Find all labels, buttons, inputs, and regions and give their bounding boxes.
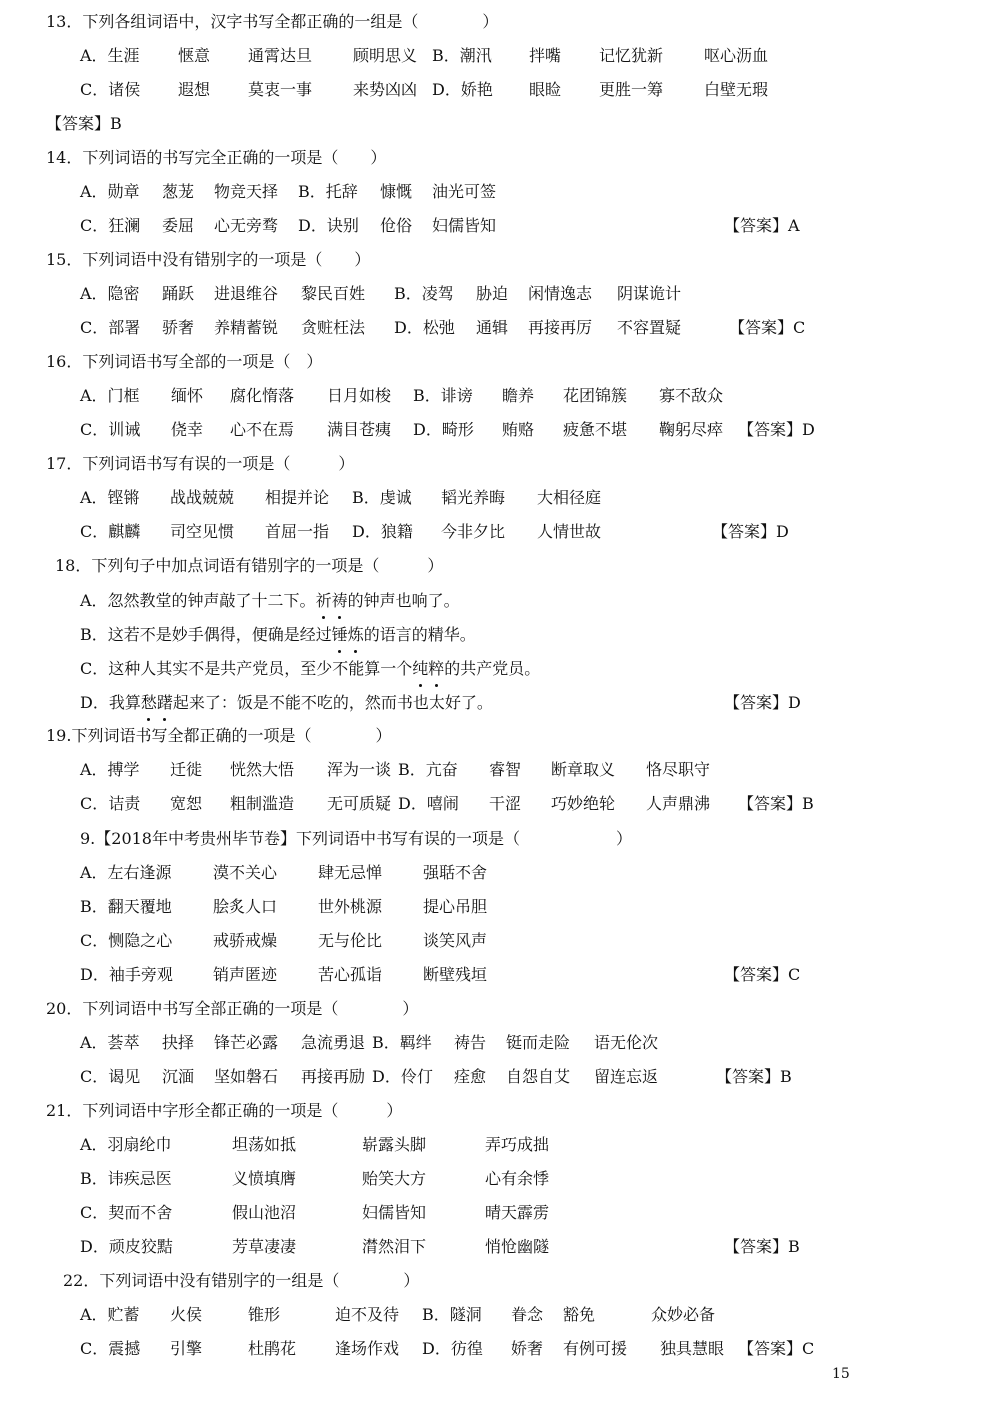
text-segment: 来势凶凶 [353, 80, 418, 99]
emphasized-word [141, 693, 173, 712]
text-segment: D．顽皮狡黠 [80, 1237, 173, 1256]
sentence-text: 起来了：饭是不能不吃的，然而书也太好了。 [172, 693, 493, 712]
text-segment: 日月如梭 [327, 386, 392, 405]
text-segment: 13．下列各组词语中，汉字书写全都正确的一组是（ ） [46, 12, 499, 31]
text-segment: 提心吊胆 [423, 897, 488, 916]
text-segment: 贿赂 [502, 420, 535, 439]
text-segment: 销声匿迹 [213, 965, 278, 984]
text-segment: 踊跃 [162, 284, 195, 303]
text-segment: 迫不及待 [335, 1305, 400, 1324]
text-segment: 瞻养 [502, 386, 535, 405]
text-segment: 15．下列词语中没有错别字的一项是（ ） [46, 250, 371, 269]
text-segment: 自怨自艾 [506, 1067, 571, 1086]
text-segment: B．托辞 [298, 182, 358, 201]
dotted-char: 纯 [412, 654, 428, 684]
text-segment: B．潮汛 [432, 46, 492, 65]
dotted-char: 祷 [332, 586, 348, 616]
dotted-char: 炼 [348, 620, 364, 650]
text-segment: 贻笑大方 [362, 1169, 427, 1188]
text-segment: 16．下列词语书写全部的一项是（ ） [46, 352, 323, 371]
text-segment: 坚如磐石 [214, 1067, 279, 1086]
text-segment: 迁徙 [170, 760, 203, 779]
text-segment: 14．下列词语的书写完全正确的一项是（ ） [46, 148, 387, 167]
text-segment: D．伶仃 [372, 1067, 433, 1086]
text-segment: 黎民百姓 [301, 284, 366, 303]
text-segment: A．荟萃 [80, 1033, 140, 1052]
text-segment: 巧妙绝轮 [551, 794, 616, 813]
text-segment: 22．下列词语中没有错别字的一组是（ ） [63, 1271, 420, 1290]
answer-label: 【答案】C [738, 1339, 815, 1358]
text-segment: 慷慨 [380, 182, 413, 201]
text-segment: D．诀别 [298, 216, 359, 235]
text-segment: 司空见惯 [170, 522, 235, 541]
text-segment: B．凌驾 [394, 284, 454, 303]
text-segment: 肆无忌惮 [318, 863, 383, 882]
text-segment: 假山池沼 [232, 1203, 297, 1222]
text-segment: 战战兢兢 [170, 488, 235, 507]
text-segment: 火侯 [170, 1305, 203, 1324]
text-segment: A．勋章 [80, 182, 140, 201]
text-segment: D．娇艳 [432, 80, 493, 99]
text-segment: 粗制滥造 [230, 794, 295, 813]
dotted-char: 躇 [157, 688, 173, 718]
text-segment: 锋芒必露 [214, 1033, 279, 1052]
text-segment: 引擎 [170, 1339, 203, 1358]
text-segment: 疲惫不堪 [563, 420, 628, 439]
text-segment: 急流勇退 [301, 1033, 366, 1052]
text-segment: 妇儒皆知 [432, 216, 497, 235]
text-segment: 崭露头脚 [362, 1135, 427, 1154]
text-segment: 伧俗 [380, 216, 413, 235]
text-segment: 世外桃源 [318, 897, 383, 916]
text-segment: 惬意 [178, 46, 211, 65]
sentence-text: B．这若不是妙手偶得，便确是经过 [80, 625, 332, 644]
text-segment: 今非夕比 [441, 522, 506, 541]
text-segment: 鞠躬尽瘁 [659, 420, 724, 439]
sentence-text: A．忽然教堂的钟声敲了十二下。 [80, 591, 316, 610]
text-segment: 骄奢 [162, 318, 195, 337]
text-segment: 无与伦比 [318, 931, 383, 950]
text-segment: 杜鹃花 [248, 1339, 297, 1358]
text-segment: 强聒不舍 [423, 863, 488, 882]
text-segment: 腐化惰落 [230, 386, 295, 405]
text-segment: D．袖手旁观 [80, 965, 173, 984]
text-segment: 人声鼎沸 [646, 794, 711, 813]
text-segment: 留连忘返 [594, 1067, 659, 1086]
text-segment: 断壁残垣 [423, 965, 488, 984]
text-segment: 闲情逸志 [528, 284, 593, 303]
text-segment: 沉湎 [162, 1067, 195, 1086]
text-segment: 花团锦簇 [563, 386, 628, 405]
text-segment: 晴天霹雳 [485, 1203, 550, 1222]
text-segment: 脍炙人口 [213, 897, 278, 916]
text-segment: 睿智 [489, 760, 522, 779]
sentence-text: 的钟声也响了。 [347, 591, 460, 610]
text-segment: B．翻天覆地 [80, 897, 172, 916]
text-segment: 20．下列词语中书写全部正确的一项是（ ） [46, 999, 419, 1018]
text-segment: 眼睑 [529, 80, 562, 99]
sentence-text: C．这种人其实不是共产党员，至少不能算一个 [80, 659, 413, 678]
text-segment: 记忆犹新 [599, 46, 664, 65]
dotted-char: 愁 [141, 688, 157, 718]
text-segment: D．松弛 [394, 318, 455, 337]
option-sentence [80, 620, 476, 650]
text-segment: B．讳疾忌医 [80, 1169, 172, 1188]
answer-label: 【答案】D [724, 693, 801, 712]
text-segment: 抉择 [162, 1033, 195, 1052]
text-segment: 恍然大悟 [230, 760, 295, 779]
text-segment: C．狂澜 [80, 216, 141, 235]
text-segment: 白壁无瑕 [704, 80, 769, 99]
text-segment: C．训诫 [80, 420, 141, 439]
text-segment: 娇奢 [511, 1339, 544, 1358]
text-segment: D．彷徨 [422, 1339, 483, 1358]
dotted-char: 粹 [428, 654, 444, 684]
text-segment: 再接再励 [301, 1067, 366, 1086]
text-segment: 顾明思义 [353, 46, 418, 65]
text-segment: A．羽扇纶巾 [80, 1135, 172, 1154]
text-segment: 首屈一指 [265, 522, 330, 541]
text-segment: 弄巧成拙 [485, 1135, 550, 1154]
text-segment: C．部署 [80, 318, 141, 337]
text-segment: 贪赃枉法 [301, 318, 366, 337]
emphasized-word [332, 625, 364, 644]
text-segment: 断章取义 [551, 760, 616, 779]
text-segment: 葱茏 [162, 182, 195, 201]
option-sentence [80, 586, 460, 616]
text-segment: 养精蓄锐 [214, 318, 279, 337]
answer-label: 【答案】B [46, 114, 122, 133]
text-segment: B．羁绊 [372, 1033, 432, 1052]
text-segment: 众妙必备 [651, 1305, 716, 1324]
text-segment: 义愤填膺 [232, 1169, 297, 1188]
text-segment: 17．下列词语书写有误的一项是（ ） [46, 454, 355, 473]
text-segment: 苦心孤诣 [318, 965, 383, 984]
text-segment: A．搏学 [80, 760, 140, 779]
text-segment: 19.下列词语书写全都正确的一项是（ ） [46, 726, 392, 745]
answer-label: 【答案】C [729, 318, 806, 337]
text-segment: C．恻隐之心 [80, 931, 173, 950]
text-segment: 阴谋诡计 [617, 284, 682, 303]
text-segment: 祷告 [454, 1033, 487, 1052]
answer-label: 【答案】D [712, 522, 789, 541]
text-segment: 胁迫 [476, 284, 509, 303]
text-segment: 谈笑风声 [423, 931, 488, 950]
text-segment: 逢场作戏 [335, 1339, 400, 1358]
text-segment: 无可质疑 [327, 794, 392, 813]
text-segment: C．麒麟 [80, 522, 141, 541]
text-segment: A．左右逢源 [80, 863, 172, 882]
answer-label: 【答案】D [738, 420, 815, 439]
text-segment: 独具慧眼 [660, 1339, 725, 1358]
text-segment: 眷念 [511, 1305, 544, 1324]
option-sentence [80, 688, 493, 718]
text-segment: C．契而不舍 [80, 1203, 173, 1222]
dotted-char: 锤 [332, 620, 348, 650]
text-segment: 莫衷一事 [248, 80, 313, 99]
text-segment: B．亢奋 [398, 760, 458, 779]
text-segment: 物竞天择 [214, 182, 279, 201]
text-segment: 人情世故 [537, 522, 602, 541]
text-segment: 再接再厉 [528, 318, 593, 337]
text-segment: 进退维谷 [214, 284, 279, 303]
text-segment: 不容置疑 [617, 318, 682, 337]
text-segment: 潸然泪下 [362, 1237, 427, 1256]
text-segment: 18．下列句子中加点词语有错别字的一项是（ ） [55, 556, 444, 575]
text-segment: 呕心沥血 [704, 46, 769, 65]
text-segment: 心无旁骛 [214, 216, 279, 235]
text-segment: C．谒见 [80, 1067, 141, 1086]
text-segment: A．贮蓄 [80, 1305, 140, 1324]
text-segment: C．诸侯 [80, 80, 141, 99]
answer-label: 【答案】B [724, 1237, 800, 1256]
text-segment: 通辑 [476, 318, 509, 337]
option-sentence [80, 654, 540, 684]
text-segment: 心不在焉 [230, 420, 295, 439]
answer-label: 【答案】B [738, 794, 814, 813]
text-segment: 韬光养晦 [441, 488, 506, 507]
text-segment: 漠不关心 [213, 863, 278, 882]
text-segment: D．畸形 [413, 420, 474, 439]
text-segment: 心有余悸 [485, 1169, 550, 1188]
text-segment: 锥形 [248, 1305, 281, 1324]
text-segment: 寡不敌众 [659, 386, 724, 405]
text-segment: 有例可援 [563, 1339, 628, 1358]
text-segment: 铤而走险 [506, 1033, 571, 1052]
text-segment: 干涩 [489, 794, 522, 813]
text-segment: 遐想 [178, 80, 211, 99]
text-segment: D．狼籍 [352, 522, 413, 541]
text-segment: 痊愈 [454, 1067, 487, 1086]
text-segment: 更胜一筹 [599, 80, 664, 99]
text-segment: 妇儒皆知 [362, 1203, 427, 1222]
text-segment: 语无伦次 [594, 1033, 659, 1052]
text-segment: 委屈 [162, 216, 195, 235]
emphasized-word [412, 659, 444, 678]
text-segment: B．隧洞 [422, 1305, 482, 1324]
text-segment: 21．下列词语中字形全都正确的一项是（ ） [46, 1101, 403, 1120]
answer-label: 【答案】C [724, 965, 801, 984]
text-segment: B．诽谤 [413, 386, 473, 405]
text-segment: 拌嘴 [529, 46, 562, 65]
text-segment: 大相径庭 [537, 488, 602, 507]
text-segment: 芳草凄凄 [232, 1237, 297, 1256]
text-segment: 满目苍痍 [327, 420, 392, 439]
sentence-text: 的语言的精华。 [363, 625, 476, 644]
text-segment: 宽恕 [170, 794, 203, 813]
text-segment: 缅怀 [171, 386, 204, 405]
dotted-char: 祈 [316, 586, 332, 616]
text-segment: 恪尽职守 [646, 760, 711, 779]
emphasized-word [316, 591, 348, 610]
text-segment: 浑为一谈 [327, 760, 392, 779]
text-segment: B．虔诚 [352, 488, 412, 507]
text-segment: 坦荡如抵 [232, 1135, 297, 1154]
text-segment: 悄怆幽隧 [485, 1237, 550, 1256]
text-segment: 通霄达旦 [248, 46, 313, 65]
text-segment: 9.【2018年中考贵州毕节卷】下列词语中书写有误的一项是（ ） [80, 829, 632, 848]
text-segment: A．隐密 [80, 284, 140, 303]
text-segment: 油光可签 [432, 182, 497, 201]
sentence-text: 的共产党员。 [444, 659, 541, 678]
text-segment: C．诘责 [80, 794, 141, 813]
page-number: 15 [832, 1366, 850, 1382]
answer-label: 【答案】A [724, 216, 800, 235]
text-segment: 戒骄戒燥 [213, 931, 278, 950]
answer-label: 【答案】B [716, 1067, 792, 1086]
sentence-text: D．我算 [80, 693, 141, 712]
text-segment: 豁免 [563, 1305, 596, 1324]
text-segment: A．门框 [80, 386, 140, 405]
text-segment: A．铿锵 [80, 488, 140, 507]
text-segment: A．生涯 [80, 46, 140, 65]
text-segment: C．震撼 [80, 1339, 141, 1358]
text-segment: 相提并论 [265, 488, 330, 507]
text-segment: D．嘻闹 [398, 794, 459, 813]
text-segment: 侥幸 [171, 420, 204, 439]
